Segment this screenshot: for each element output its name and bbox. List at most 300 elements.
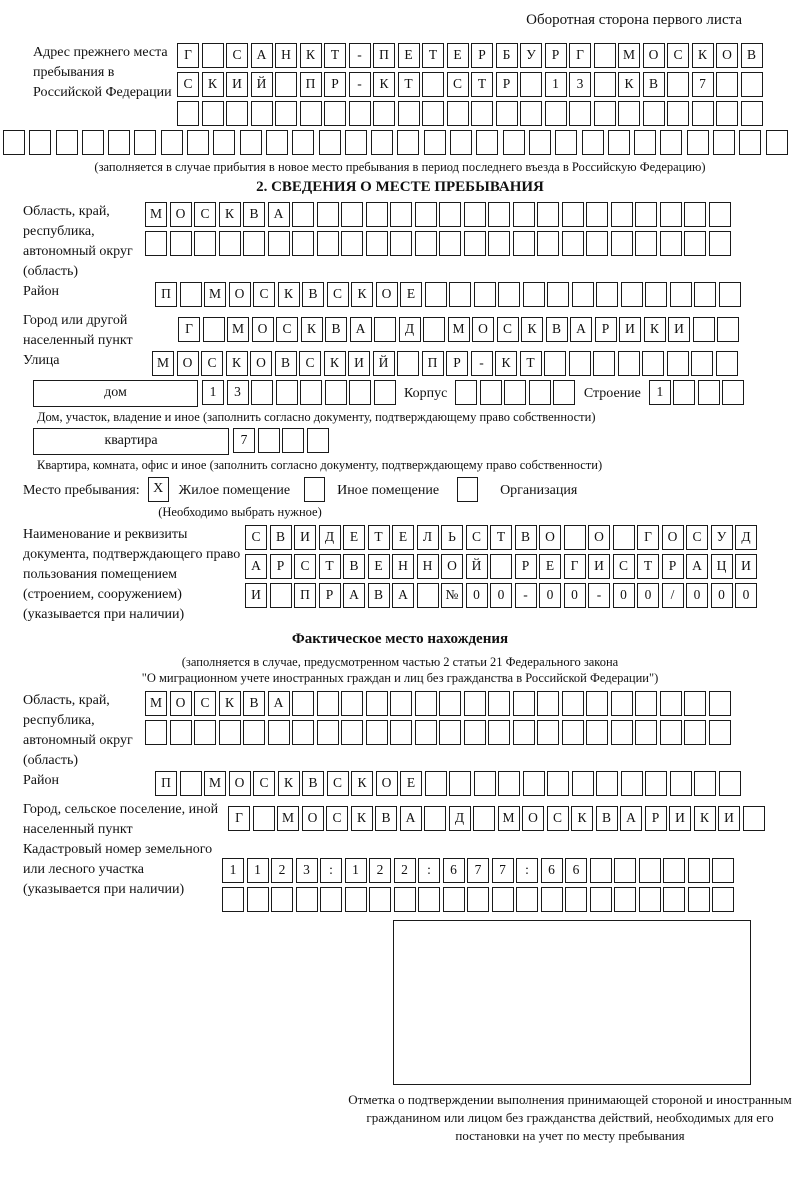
- form-cell: [498, 282, 520, 307]
- form-cell: С: [177, 72, 199, 97]
- form-cell: О: [376, 282, 398, 307]
- form-cell: [488, 231, 510, 256]
- form-cell: [594, 72, 616, 97]
- form-cell: [596, 771, 618, 796]
- form-cell: В: [515, 525, 537, 550]
- form-cell: А: [268, 202, 290, 227]
- form-cell: [415, 720, 437, 745]
- form-cell: [694, 771, 716, 796]
- form-cell: [219, 231, 241, 256]
- form-cell: [464, 691, 486, 716]
- form-cell: [513, 231, 535, 256]
- form-cell: Й: [251, 72, 273, 97]
- form-cell: [684, 720, 706, 745]
- form-cell: [643, 101, 665, 126]
- form-cell: [504, 380, 526, 405]
- form-cell: [562, 691, 584, 716]
- form-cell: [425, 771, 447, 796]
- form-cell: [635, 720, 657, 745]
- section2-title: 2. СВЕДЕНИЯ О МЕСТЕ ПРЕБЫВАНИЯ: [256, 179, 544, 195]
- form-cell: [553, 380, 575, 405]
- fact-city-block: [0, 800, 800, 840]
- house-block: [0, 380, 800, 407]
- form-cell: [276, 380, 298, 405]
- form-cell: [670, 282, 692, 307]
- form-cell: [194, 720, 216, 745]
- form-cell: [390, 691, 412, 716]
- form-cell: :: [320, 858, 342, 883]
- form-cell: [374, 380, 396, 405]
- form-cell: [523, 282, 545, 307]
- form-cell: О: [716, 43, 738, 68]
- form-cell: Ь: [441, 525, 463, 550]
- form-cell: [663, 887, 685, 912]
- form-cell: [292, 130, 314, 155]
- form-cell: [590, 858, 612, 883]
- form-cell: [424, 806, 446, 831]
- form-cell: [523, 771, 545, 796]
- city-label: Город или другой населенный пункт: [23, 313, 133, 348]
- form-cell: [635, 202, 657, 227]
- form-cell: [449, 771, 471, 796]
- stay-option-organization: Организация: [500, 483, 578, 498]
- fact-region-row-1: [145, 691, 733, 716]
- form-cell: [492, 887, 514, 912]
- form-cell: [3, 130, 25, 155]
- form-cell: 2: [394, 858, 416, 883]
- form-cell: Р: [545, 43, 567, 68]
- apartment-block: [0, 428, 800, 455]
- form-cell: [56, 130, 78, 155]
- form-cell: В: [368, 583, 390, 608]
- form-cell: [177, 101, 199, 126]
- cadastre-block: [0, 840, 800, 916]
- form-cell: [397, 351, 419, 376]
- form-cell: С: [613, 554, 635, 579]
- form-cell: [258, 428, 280, 453]
- prev-address-row-2: [177, 72, 765, 97]
- form-cell: О: [522, 806, 544, 831]
- form-cell: [564, 525, 586, 550]
- form-cell: К: [644, 317, 666, 342]
- form-cell: [161, 130, 183, 155]
- form-cell: [719, 771, 741, 796]
- form-cell: Г: [177, 43, 199, 68]
- form-cell: О: [302, 806, 324, 831]
- form-cell: К: [351, 282, 373, 307]
- form-cell: [516, 887, 538, 912]
- form-cell: [709, 231, 731, 256]
- form-cell: К: [219, 202, 241, 227]
- korpus-grid: [455, 380, 578, 405]
- form-cell: [709, 691, 731, 716]
- form-cell: М: [277, 806, 299, 831]
- form-cell: В: [375, 806, 397, 831]
- form-cell: 1: [222, 858, 244, 883]
- form-cell: [684, 202, 706, 227]
- form-cell: А: [251, 43, 273, 68]
- form-cell: [694, 282, 716, 307]
- form-cell: 6: [565, 858, 587, 883]
- form-cell: 3: [227, 380, 249, 405]
- form-cell: И: [669, 806, 691, 831]
- form-cell: [247, 887, 269, 912]
- form-cell: [741, 72, 763, 97]
- form-cell: [480, 380, 502, 405]
- form-cell: [170, 720, 192, 745]
- form-cell: [572, 282, 594, 307]
- form-cell: [424, 130, 446, 155]
- form-cell: [537, 691, 559, 716]
- form-cell: Р: [515, 554, 537, 579]
- form-cell: С: [226, 43, 248, 68]
- region-label: Область, край, республика, автономный округ (область): [23, 204, 133, 279]
- form-cell: [390, 231, 412, 256]
- form-cell: [443, 887, 465, 912]
- form-cell: М: [145, 202, 167, 227]
- form-cell: [537, 720, 559, 745]
- form-cell: М: [618, 43, 640, 68]
- form-cell: [670, 771, 692, 796]
- region-grid: [145, 202, 733, 260]
- form-cell: Т: [520, 351, 542, 376]
- form-cell: :: [418, 858, 440, 883]
- form-cell: П: [294, 583, 316, 608]
- stay-option-other-premises: Иное помещение: [337, 483, 440, 498]
- form-cell: [134, 130, 156, 155]
- form-cell: [145, 720, 167, 745]
- form-cell: [614, 858, 636, 883]
- form-cell: [243, 720, 265, 745]
- form-cell: А: [686, 554, 708, 579]
- form-cell: С: [194, 202, 216, 227]
- form-cell: 0: [637, 583, 659, 608]
- form-cell: [292, 691, 314, 716]
- document-grid: [245, 525, 760, 612]
- form-cell: [586, 691, 608, 716]
- form-cell: [29, 130, 51, 155]
- form-cell: Р: [446, 351, 468, 376]
- form-cell: [684, 231, 706, 256]
- cadastre-grid: [222, 858, 737, 916]
- form-cell: С: [299, 351, 321, 376]
- form-cell: [692, 101, 714, 126]
- form-cell: [545, 101, 567, 126]
- prev-address-row-4: [0, 130, 800, 155]
- form-cell: [471, 101, 493, 126]
- form-cell: [476, 130, 498, 155]
- form-cell: [520, 72, 542, 97]
- form-cell: [639, 858, 661, 883]
- prev-address-row-3: [177, 101, 765, 126]
- form-cell: С: [276, 317, 298, 342]
- form-cell: [569, 351, 591, 376]
- form-cell: [713, 130, 735, 155]
- form-cell: 0: [735, 583, 757, 608]
- form-cell: Д: [449, 806, 471, 831]
- form-cell: А: [400, 806, 422, 831]
- form-cell: О: [229, 282, 251, 307]
- form-cell: О: [588, 525, 610, 550]
- form-cell: [513, 202, 535, 227]
- form-cell: [722, 380, 744, 405]
- form-cell: К: [495, 351, 517, 376]
- form-cell: [422, 72, 444, 97]
- stamp-note: Отметка о подтверждении выполнения принимающей стороной и иностранным гражданином или лицом без гражданства действий, необходимых для его постановки на учет по месту пребывания: [348, 1092, 792, 1143]
- form-cell: Р: [324, 72, 346, 97]
- form-cell: [709, 720, 731, 745]
- form-cell: С: [686, 525, 708, 550]
- form-cell: [716, 351, 738, 376]
- form-cell: [645, 771, 667, 796]
- form-cell: [586, 202, 608, 227]
- form-cell: [222, 887, 244, 912]
- form-cell: -: [515, 583, 537, 608]
- house-grid: [202, 380, 398, 405]
- form-cell: -: [349, 72, 371, 97]
- document-label: Наименование и реквизиты документа, подтверждающего право пользования помещением (строением, сооружением) (указывается при наличии): [23, 527, 241, 622]
- form-cell: [634, 130, 656, 155]
- form-cell: [614, 887, 636, 912]
- form-cell: 2: [271, 858, 293, 883]
- form-cell: [596, 282, 618, 307]
- form-cell: М: [498, 806, 520, 831]
- form-cell: В: [596, 806, 618, 831]
- form-cell: [635, 691, 657, 716]
- form-cell: [292, 720, 314, 745]
- form-cell: О: [643, 43, 665, 68]
- form-cell: В: [302, 282, 324, 307]
- form-cell: М: [227, 317, 249, 342]
- form-cell: [667, 72, 689, 97]
- form-cell: [498, 771, 520, 796]
- form-cell: [698, 380, 720, 405]
- form-cell: [537, 202, 559, 227]
- form-cell: 0: [686, 583, 708, 608]
- form-cell: [547, 282, 569, 307]
- house-note: Дом, участок, владение и иное (заполнить согласно документу, подтверждающему право собственности): [37, 410, 596, 424]
- region-row-2: [145, 231, 733, 256]
- form-cell: [439, 691, 461, 716]
- form-cell: С: [497, 317, 519, 342]
- form-cell: :: [516, 858, 538, 883]
- form-cell: Н: [275, 43, 297, 68]
- form-cell: [464, 231, 486, 256]
- form-cell: С: [547, 806, 569, 831]
- form-cell: 0: [539, 583, 561, 608]
- form-cell: С: [667, 43, 689, 68]
- form-cell: [572, 771, 594, 796]
- fact-location-note-1: (заполняется в случае, предусмотренном частью 2 статьи 21 Федерального закона: [181, 655, 619, 669]
- form-cell: [320, 887, 342, 912]
- form-cell: 7: [233, 428, 255, 453]
- form-cell: Б: [496, 43, 518, 68]
- fact-district-label: Район: [23, 773, 59, 788]
- form-cell: 1: [545, 72, 567, 97]
- form-cell: [415, 202, 437, 227]
- form-cell: А: [620, 806, 642, 831]
- form-cell: 0: [466, 583, 488, 608]
- form-cell: О: [441, 554, 463, 579]
- form-cell: [488, 720, 510, 745]
- prev-address-note: (заполняется в случае прибытия в новое место пребывания в период последнего въезда в Российскую Федерацию): [94, 160, 706, 174]
- form-cell: [324, 101, 346, 126]
- form-cell: 1: [247, 858, 269, 883]
- form-cell: 1: [649, 380, 671, 405]
- fact-region-row-2: [145, 720, 733, 745]
- apartment-label-box: квартира: [33, 428, 229, 455]
- form-cell: /: [662, 583, 684, 608]
- form-cell: Т: [324, 43, 346, 68]
- form-cell: [292, 231, 314, 256]
- form-cell: К: [300, 43, 322, 68]
- form-cell: П: [155, 282, 177, 307]
- form-cell: Е: [343, 525, 365, 550]
- form-cell: П: [300, 72, 322, 97]
- form-cell: [425, 282, 447, 307]
- form-cell: И: [348, 351, 370, 376]
- form-cell: [667, 351, 689, 376]
- form-cell: [541, 887, 563, 912]
- form-cell: К: [301, 317, 323, 342]
- form-cell: [513, 720, 535, 745]
- form-cell: Т: [368, 525, 390, 550]
- form-cell: [439, 720, 461, 745]
- form-cell: [611, 231, 633, 256]
- form-cell: [537, 231, 559, 256]
- form-cell: Г: [564, 554, 586, 579]
- form-cell: [562, 202, 584, 227]
- form-cell: А: [268, 691, 290, 716]
- form-cell: М: [448, 317, 470, 342]
- form-cell: [582, 130, 604, 155]
- form-cell: [712, 887, 734, 912]
- form-cell: [586, 720, 608, 745]
- form-cell: [345, 887, 367, 912]
- fact-region-block: [0, 691, 800, 771]
- form-cell: [325, 380, 347, 405]
- form-cell: [226, 101, 248, 126]
- form-cell: [415, 231, 437, 256]
- form-cell: [688, 887, 710, 912]
- form-cell: О: [472, 317, 494, 342]
- checkbox-other-premises: [304, 477, 325, 502]
- form-cell: С: [327, 771, 349, 796]
- form-cell: [562, 231, 584, 256]
- form-cell: И: [735, 554, 757, 579]
- form-cell: [390, 720, 412, 745]
- region-row-1: [145, 202, 733, 227]
- form-cell: [741, 101, 763, 126]
- form-cell: К: [373, 72, 395, 97]
- form-cell: -: [588, 583, 610, 608]
- form-cell: А: [570, 317, 592, 342]
- form-cell: [268, 231, 290, 256]
- prev-address-grid: [177, 43, 765, 130]
- checkbox-residential: X: [148, 477, 169, 502]
- form-cell: [467, 887, 489, 912]
- form-cell: [341, 691, 363, 716]
- form-cell: [145, 231, 167, 256]
- stroenie-label: Строение: [583, 386, 641, 401]
- form-cell: [366, 691, 388, 716]
- form-cell: Г: [228, 806, 250, 831]
- form-cell: А: [350, 317, 372, 342]
- form-cell: [390, 202, 412, 227]
- form-cell: [292, 202, 314, 227]
- form-cell: [611, 720, 633, 745]
- form-cell: [496, 101, 518, 126]
- fact-city-label: Город, сельское поселение, иной населенный пункт: [23, 802, 219, 837]
- form-cell: [447, 101, 469, 126]
- form-cell: [621, 771, 643, 796]
- form-cell: [590, 887, 612, 912]
- page-side-note: Оборотная сторона первого листа: [526, 12, 742, 28]
- form-cell: [187, 130, 209, 155]
- checkbox-organization: [457, 477, 478, 502]
- form-cell: [608, 130, 630, 155]
- form-cell: [275, 72, 297, 97]
- form-cell: [660, 691, 682, 716]
- form-cell: [373, 101, 395, 126]
- form-cell: Т: [398, 72, 420, 97]
- form-cell: [529, 130, 551, 155]
- form-cell: Е: [392, 525, 414, 550]
- document-row-3: [245, 583, 760, 608]
- form-cell: Г: [569, 43, 591, 68]
- form-cell: [82, 130, 104, 155]
- form-cell: [439, 231, 461, 256]
- form-cell: 1: [202, 380, 224, 405]
- form-cell: [251, 101, 273, 126]
- form-cell: [660, 231, 682, 256]
- form-cell: [439, 202, 461, 227]
- form-cell: [202, 43, 224, 68]
- form-cell: [766, 130, 788, 155]
- form-cell: И: [588, 554, 610, 579]
- apartment-grid: [233, 428, 331, 453]
- form-cell: О: [662, 525, 684, 550]
- form-cell: [529, 380, 551, 405]
- form-cell: К: [571, 806, 593, 831]
- form-cell: №: [441, 583, 463, 608]
- form-cell: [266, 130, 288, 155]
- form-cell: [464, 720, 486, 745]
- house-label-box: дом: [33, 380, 198, 407]
- form-cell: [667, 101, 689, 126]
- fact-city-grid: [228, 806, 767, 831]
- stay-option-residential: Жилое помещение: [178, 483, 291, 498]
- form-cell: [613, 525, 635, 550]
- form-cell: И: [668, 317, 690, 342]
- form-cell: Т: [490, 525, 512, 550]
- form-cell: [374, 317, 396, 342]
- cadastre-row-1: [222, 858, 737, 883]
- prev-address-row-1: [177, 43, 765, 68]
- form-cell: [202, 101, 224, 126]
- form-cell: [639, 887, 661, 912]
- form-cell: Ц: [711, 554, 733, 579]
- apartment-note: Квартира, комната, офис и иное (заполнить согласно документу, подтверждающему право собственности): [37, 458, 603, 472]
- form-cell: 7: [467, 858, 489, 883]
- street-grid: [152, 351, 740, 376]
- form-cell: [450, 130, 472, 155]
- fact-region-label: Область, край, республика, автономный округ (область): [23, 693, 133, 768]
- form-cell: 0: [564, 583, 586, 608]
- form-cell: [394, 887, 416, 912]
- street-label: Улица: [23, 353, 60, 368]
- form-cell: [398, 101, 420, 126]
